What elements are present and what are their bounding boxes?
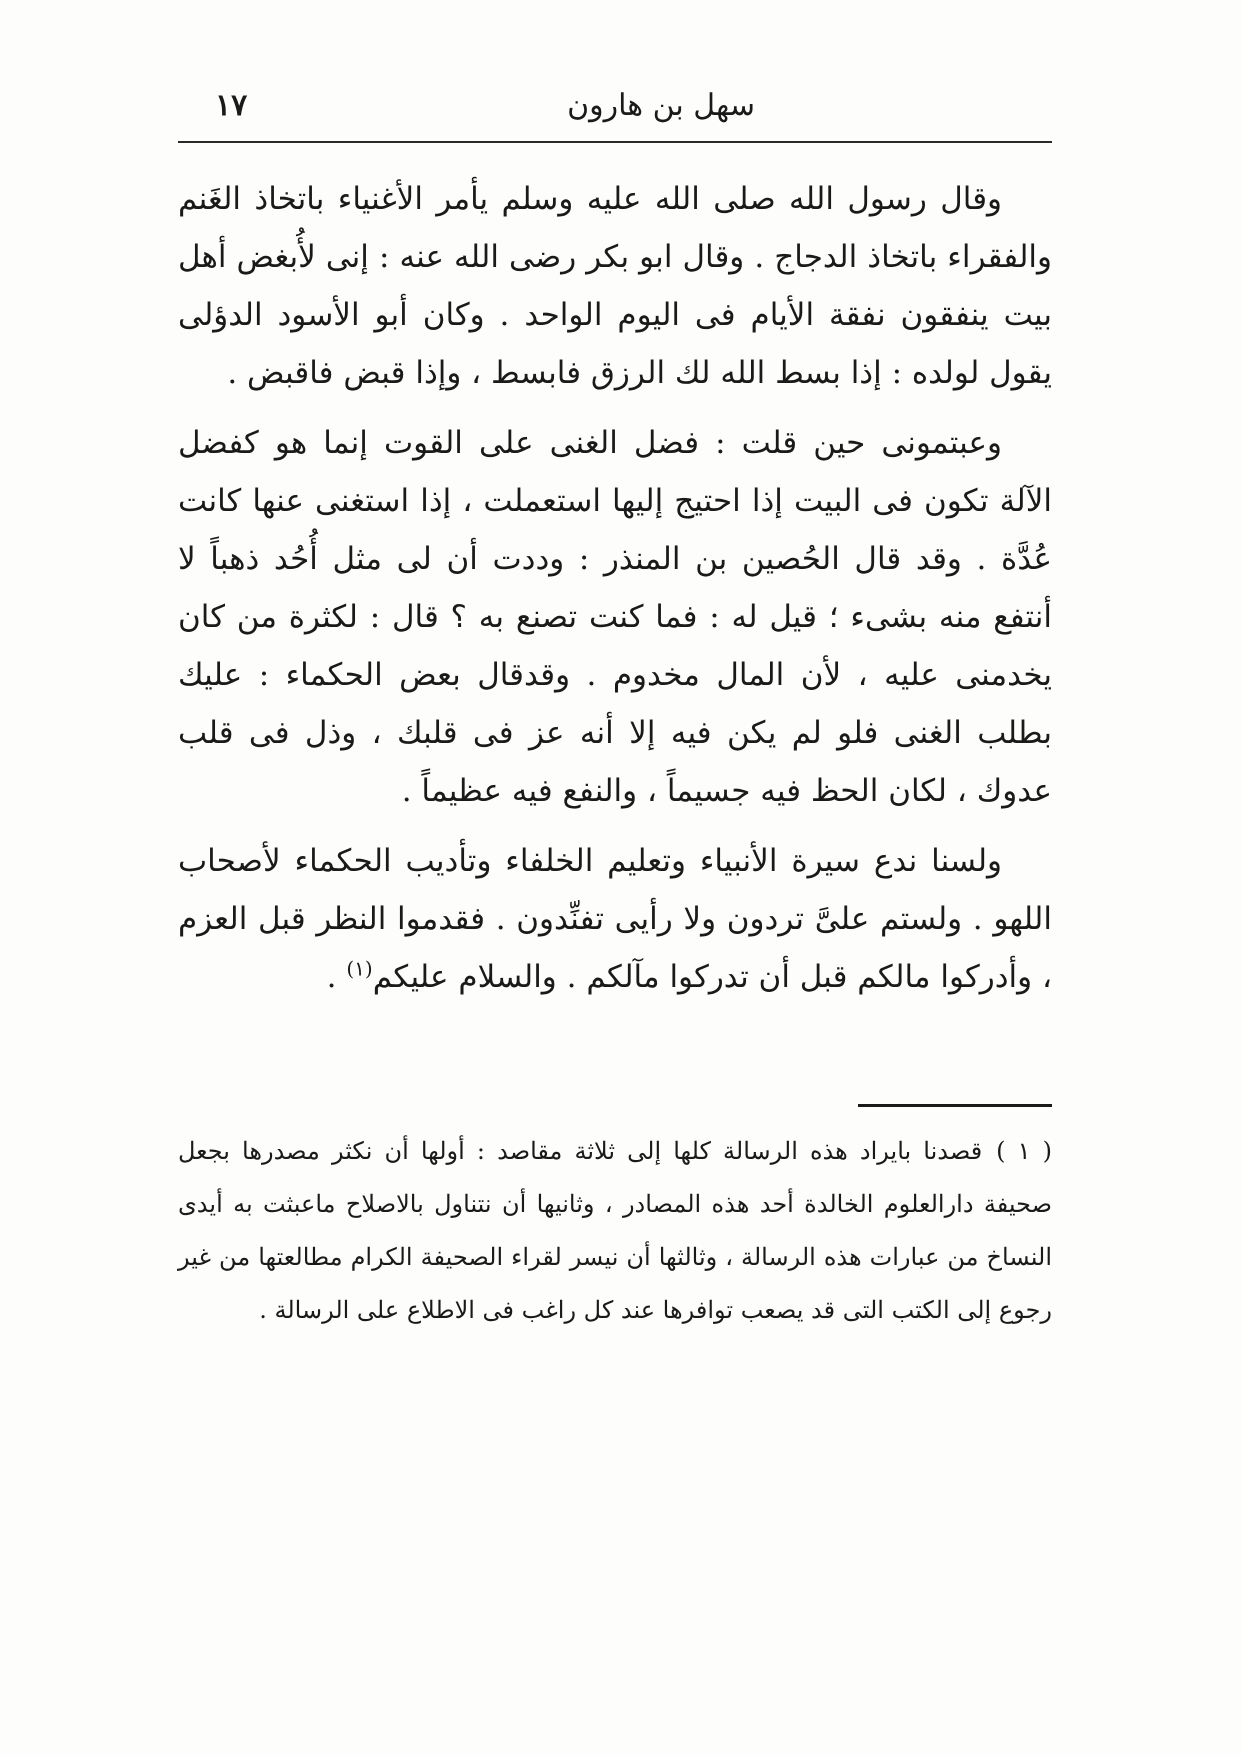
footnotes: [178, 1125, 1052, 1337]
footnote-text: قصدنا بايراد هذه الرسالة كلها إلى ثلاثة مقاصد : أولها أن نكثر مصدرها بجعل صحيفة دارالعلوم الخالدة أحد هذه المصادر ، وثانيها أن نتناول بالاصلاح ماعبثت به أيدى النساخ من عبارات هذه الرسالة ، وثالثها أن نيسر لقراء الصحيفة الكرام مطالعتها من غير رجوع إلى الكتب التى قد يصعب توافرها عند كل راغب فى الاطلاع على الرسالة .: [178, 1137, 1052, 1324]
paragraph-1: وقال رسول الله صلى الله عليه وسلم يأمر الأغنياء باتخاذ الغَنم والفقراء باتخاذ الدجاج . وقال ابو بكر رضى الله عنه : إنى لأُبغض أهل بيت ينفقون نفقة الأيام فى اليوم الواحد . وكان أبو الأسود الدؤلى يقول لولده : إذا بسط الله لك الرزق فابسط ، وإذا قبض فاقبض .: [178, 181, 1052, 391]
page-number: ١٧: [215, 88, 248, 123]
header-title: سهل بن هارون: [567, 88, 755, 123]
paragraph-3-text: ولسنا ندع سيرة الأنبياء وتعليم الخلفاء وتأديب الحكماء لأصحاب اللهو . ولستم علىَّ تردون ولا رأيى تفنِّدون . فقدموا النظر قبل العزم ، وأدركوا مالكم قبل أن تدركوا مآلكم . والسلام عليكم: [178, 843, 1052, 995]
paragraph-3: [178, 832, 1052, 1006]
header-rule: [178, 141, 1052, 143]
footnote-reference: (١): [346, 956, 373, 981]
footnote-separator: [858, 1104, 1052, 1107]
body-text: [178, 170, 1052, 1018]
paragraph-3-stop: .: [326, 959, 347, 995]
running-header: [175, 82, 1055, 138]
footnote-marker: ( ١ ): [996, 1137, 1052, 1165]
paragraph-2: وعبتمونى حين قلت : فضل الغنى على القوت إنما هو كفضل الآلة تكون فى البيت إذا احتيج إليها استعملت ، إذا استغنى عنها كانت عُدَّة . وقد قال الحُصين بن المنذر : وددت أن لى مثل أُحُد ذهباً لا أنتفع منه بشىء ؛ قيل له : فما كنت تصنع به ؟ قال : لكثرة من كان يخدمنى عليه ، لأن المال مخدوم . وقدقال بعض الحكماء : عليك بطلب الغنى فلو لم يكن فيه إلا أنه عز فى قلبك ، وذل فى قلب عدوك ، لكان الحظ فيه جسيماً ، والنفع فيه عظيماً .: [178, 425, 1052, 809]
footnote-1: [178, 1125, 1052, 1337]
